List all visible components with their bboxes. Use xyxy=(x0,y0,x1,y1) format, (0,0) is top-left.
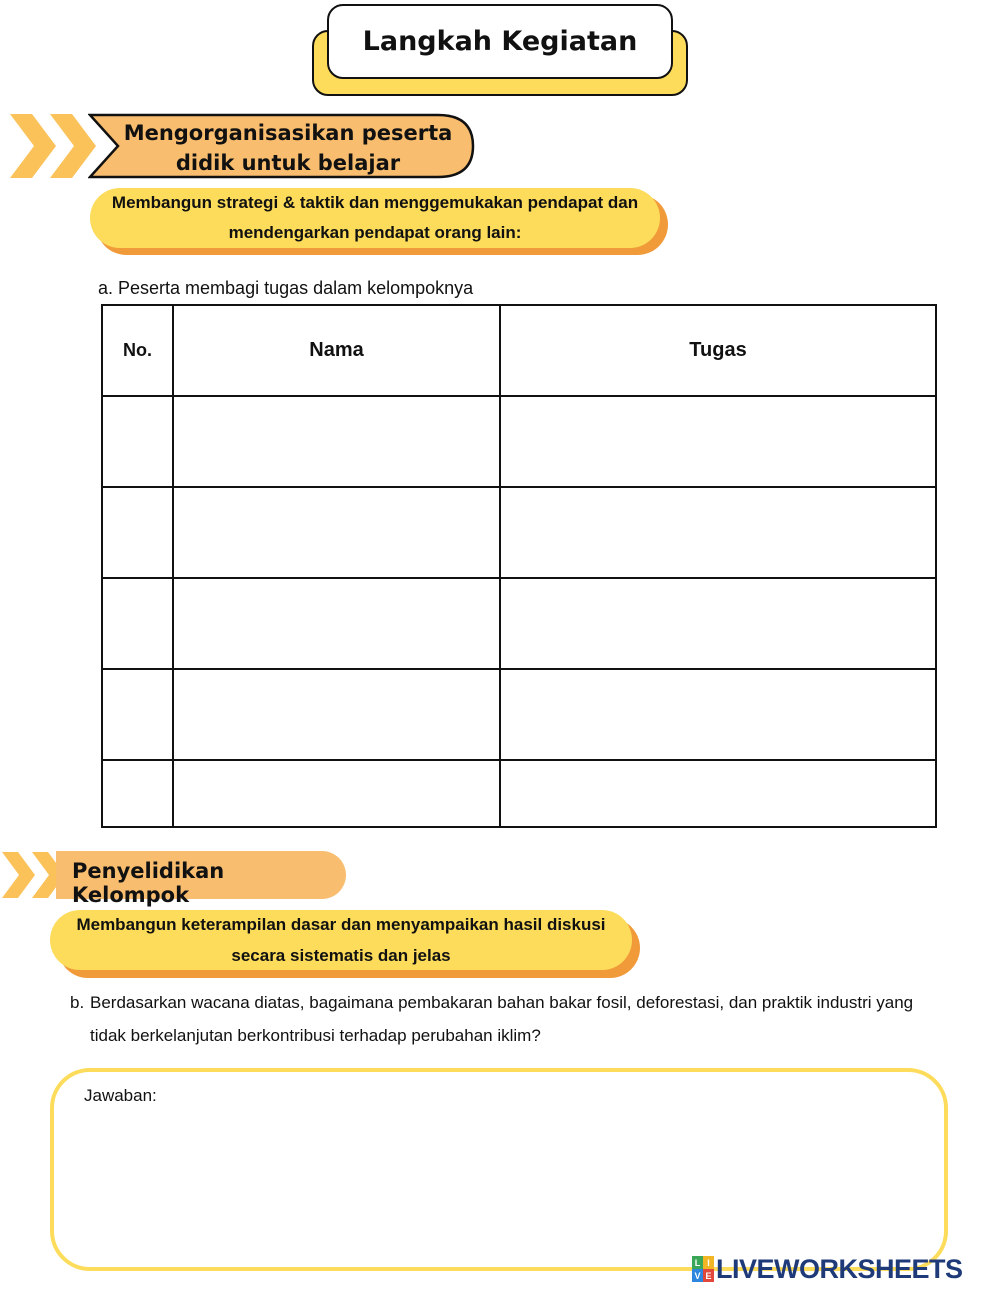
question-b-text: Berdasarkan wacana diatas, bagaimana pembakaran bahan bakar fosil, deforestasi, dan praktik industri yang tidak berkelanjutan berkontribusi terhadap perubahan iklim? xyxy=(90,993,914,1045)
logo-letter: L xyxy=(692,1256,703,1269)
table-row xyxy=(102,487,936,578)
cell-no[interactable] xyxy=(102,578,173,669)
section2-title: Penyelidikan Kelompok xyxy=(72,859,225,907)
header-no: No. xyxy=(102,305,173,396)
header-nama: Nama xyxy=(173,305,500,396)
cell-no[interactable] xyxy=(102,669,173,760)
cell-tugas[interactable] xyxy=(500,669,936,760)
cell-nama[interactable] xyxy=(173,396,500,487)
cell-nama[interactable] xyxy=(173,760,500,827)
answer-box[interactable] xyxy=(50,1068,948,1271)
logo-letter: I xyxy=(703,1256,714,1269)
section2-banner xyxy=(56,851,346,907)
cell-no[interactable] xyxy=(102,396,173,487)
cell-no[interactable] xyxy=(102,487,173,578)
logo-letter: V xyxy=(692,1269,703,1282)
page-title: Langkah Kegiatan xyxy=(327,4,673,79)
cell-tugas[interactable] xyxy=(500,578,936,669)
liveworksheets-brand: LIVEWORKSHEETS xyxy=(716,1253,963,1284)
liveworksheets-logo xyxy=(692,1254,963,1284)
table-row xyxy=(102,669,936,760)
cell-tugas[interactable] xyxy=(500,487,936,578)
instruction-a: a. Peserta membagi tugas dalam kelompoknya xyxy=(98,278,474,298)
logo-letter: E xyxy=(703,1269,714,1282)
question-b-label: b. xyxy=(70,993,85,1012)
answer-label: Jawaban: xyxy=(84,1086,157,1105)
cell-nama[interactable] xyxy=(173,578,500,669)
table-row xyxy=(102,760,936,827)
cell-no[interactable] xyxy=(102,760,173,827)
header-tugas: Tugas xyxy=(500,305,936,396)
question-b xyxy=(70,986,930,1052)
section1-subtitle-pill xyxy=(90,188,668,255)
table-row xyxy=(102,578,936,669)
section2-subtitle: Membangun keterampilan dasar dan menyampaikan hasil diskusi secara sistematis dan jelas xyxy=(50,910,632,970)
cell-nama[interactable] xyxy=(173,669,500,760)
cell-tugas[interactable] xyxy=(500,396,936,487)
cell-tugas[interactable] xyxy=(500,760,936,827)
cell-nama[interactable] xyxy=(173,487,500,578)
section1-subtitle: Membangun strategi & taktik dan menggemukakan pendapat dan mendengarkan pendapat orang lain: xyxy=(90,188,660,248)
section1-banner xyxy=(88,113,475,179)
task-table xyxy=(101,304,937,828)
section1-title: Mengorganisasikan peserta didik untuk belajar xyxy=(123,121,453,175)
table-row xyxy=(102,396,936,487)
liveworksheets-icon xyxy=(692,1256,714,1282)
section2-subtitle-pill xyxy=(50,910,640,978)
table-header-row xyxy=(102,305,936,396)
